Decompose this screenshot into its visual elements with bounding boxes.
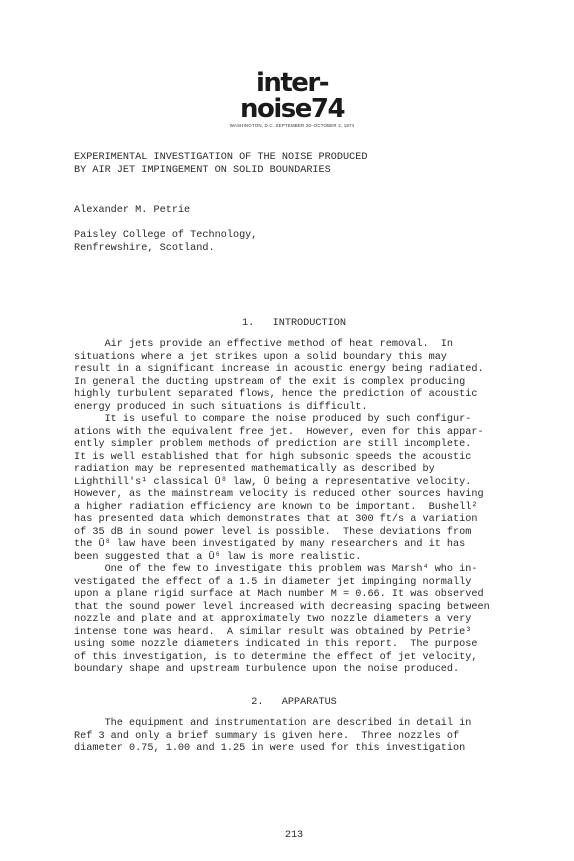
logo-mark: inter-noise74 — [239, 68, 345, 124]
author-name — [74, 205, 514, 218]
conference-logo — [212, 70, 372, 129]
logo-subtitle: WASHINGTON, D.C. SEPTEMBER 30–OCTOBER 2, 1974 — [229, 123, 355, 128]
body-text-line: been suggested that a Ū⁶ law is more realistic. — [74, 551, 362, 563]
body-text-line: Ref 3 and only a brief summary is given here. Three nozzles of — [74, 730, 460, 742]
title-line: BY AIR JET IMPINGEMENT ON SOLID BOUNDARIES — [74, 164, 331, 176]
body-text-line: vestigated the effect of a 1.5 in diameter jet impinging normally — [74, 576, 472, 588]
affiliation-line: Paisley College of Technology, — [74, 230, 258, 241]
body-text-line: It is well established that for high subsonic speeds the acoustic — [74, 451, 472, 463]
body-text-line: boundary shape and upstream turbulence upon the noise produced. — [74, 664, 460, 675]
body-text-line: using some nozzle diameters indicated in this report. The purpose — [74, 639, 478, 650]
body-text-line: has presented data which demonstrates that at 300 ft/s a variation — [74, 514, 478, 525]
body-text-line: a higher radiation efficiency are known to be important. Bushell² — [74, 501, 478, 513]
section-heading-apparatus: 2. APPARATUS — [251, 697, 337, 708]
section-body-apparatus — [74, 718, 514, 756]
section-body-introduction — [74, 339, 514, 677]
body-text-line: ently simpler problem methods of prediction are still incomplete. — [74, 439, 472, 450]
body-text-line: highly turbulent separated flows, hence the prediction of acoustic — [74, 389, 478, 400]
body-text-line: ations with the equivalent free jet. However, even for this appar- — [74, 426, 484, 438]
section-heading-introduction: 1. INTRODUCTION — [242, 318, 346, 329]
body-text-line: In general the ducting upstream of the exit is complex producing — [74, 376, 466, 388]
body-text-line: Air jets provide an effective method of heat removal. In — [74, 339, 454, 350]
body-text-line: However, as the mainstream velocity is reduced other sources having — [74, 489, 484, 500]
body-text-line: Lighthill's¹ classical Ū⁸ law, Ū being a representative velocity. — [74, 476, 472, 488]
author-line: Alexander M. Petrie — [74, 205, 191, 216]
body-text-line: The equipment and instrumentation are described in detail in — [74, 718, 472, 729]
title-line: EXPERIMENTAL INVESTIGATION OF THE NOISE PRODUCED — [74, 152, 368, 163]
body-text-line: diameter 0.75, 1.00 and 1.25 in were used for this investigation — [74, 743, 466, 754]
body-text-line: that the sound power level increased with decreasing spacing between — [74, 601, 490, 613]
affiliation-line: Renfrewshire, Scotland. — [74, 242, 215, 254]
body-text-line: upon a plane rigid surface at Mach number M = 0.66. It was observed — [74, 589, 484, 600]
body-text-line: of 35 dB in sound power level is possible. These deviations from — [74, 526, 472, 538]
body-text-line: One of the few to investigate this problem was Marsh⁴ who in- — [74, 564, 478, 575]
body-text-line: nozzle and plate and at approximately two nozzle diameters a very — [74, 614, 472, 625]
body-text-line: radiation may be represented mathematically as described by — [74, 464, 435, 475]
body-text-line: It is useful to compare the noise produced by such configur- — [74, 414, 472, 425]
paper-title — [74, 152, 514, 177]
body-text-line: situations where a jet strikes upon a solid boundary this may — [74, 351, 447, 363]
body-text-line: intense tone was heard. A similar result was obtained by Petrie³ — [74, 626, 472, 638]
body-text-line: the Ū⁸ law have been investigated by many researchers and it has — [74, 539, 466, 550]
page-number: 213 — [284, 830, 304, 841]
author-affiliation — [74, 230, 514, 255]
body-text-line: result in a significant increase in acoustic energy being radiated. — [74, 364, 484, 375]
body-text-line: of this investigation, is to determine the effect of jet velocity, — [74, 651, 478, 663]
body-text-line: energy produced in such situations is difficult. — [74, 401, 368, 413]
